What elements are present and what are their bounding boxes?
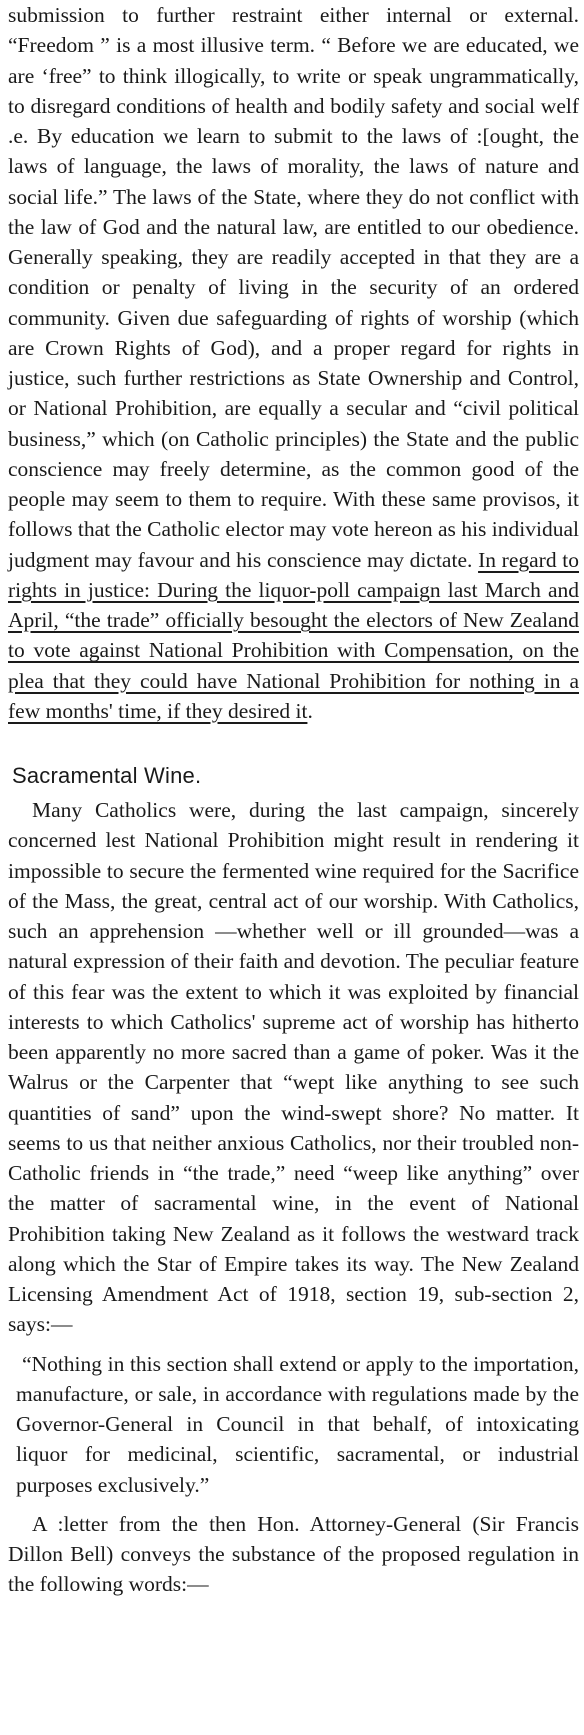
closing-paragraph: A :letter from the then Hon. Attorney-General (Sir Francis Dillon Bell) conveys the substance of the proposed regulation in the following words:— (8, 1511, 579, 1597)
sacramental-wine-paragraph: Many Catholics were, during the last campaign, sincerely concerned lest National Prohibition might result in rendering it impossible to secure the fermented wine required for the Sacrifice of the Mass, the great, central act of our worship. With Catholics, such an apprehension —whether well or ill grounded—was a natural expression of their faith and devotion. The peculiar feature of this fear was the extent to which it was exploited by financial interests to which Catholics' supreme act of worship has hitherto been apparently no more sacred than a game of poker. Was it the Walrus or the Carpenter that “wept like anything to see such quantities of sand” upon the wind-swept shore? No matter. It seems to us that neither anxious Catholics, nor their troubled non-Catholic friends in “the trade,” need “weep like anything” over the matter of sacramental wine, in the event of National Prohibition taking New Zealand as it follows the westward track along which the Star of Empire takes its way. The New Zealand Licensing Amendment Act of 1918, section 19, sub-section 2, says:— (8, 798, 579, 1337)
intro-paragraph (8, 0, 579, 726)
intro-end-punctuation: . (307, 698, 313, 723)
act-quotation: “Nothing in this section shall extend or apply to the importation, manufacture, or sale, in accordance with regulations made by the Governor-General in Council in that behalf, of intoxicating liquor for medicinal, scientific, sacramental, or industrial purposes exclusively.” (16, 1351, 579, 1497)
underlined-passage: In regard to rights in justice: During the liquor-poll campaign last March and April, “the trade” officially besought the electors of New Zealand to vote against National Prohibition with Compensation, on the plea that they could have National Prohibition for nothing in a few months' time, if they desired it (8, 547, 579, 723)
intro-text: submission to further restraint either internal or external. “Freedom ” is a most illusive term. “ Before we are educated, we are ‘free” to think illogically, to write or speak ungrammatically, to disregard conditions of health and bodily safety and social welf .e. By education we learn to submit to the laws of :[ought, the laws of language, the laws of morality, the laws of nature and social life.” The laws of the State, where they do not conflict with the law of God and the natural law, are entitled to our obedience. Generally speaking, they are readily accepted in that they are a condition or penalty of living in the security of an ordered community. Given due safeguarding of rights of worship (which are Crown Rights of God), and a proper regard for rights in justice, such further restrictions as State Ownership and Control, or National Prohibition, are equally a secular and “civil political business,” which (on Catholic principles) the State and the public conscience may freely determine, as the common good of the people may seem to them to require. With these same provisos, it follows that the Catholic elector may vote hereon as his individual judgment may favour and his conscience may dictate. (8, 3, 579, 572)
section-heading: Sacramental Wine. (12, 763, 202, 788)
